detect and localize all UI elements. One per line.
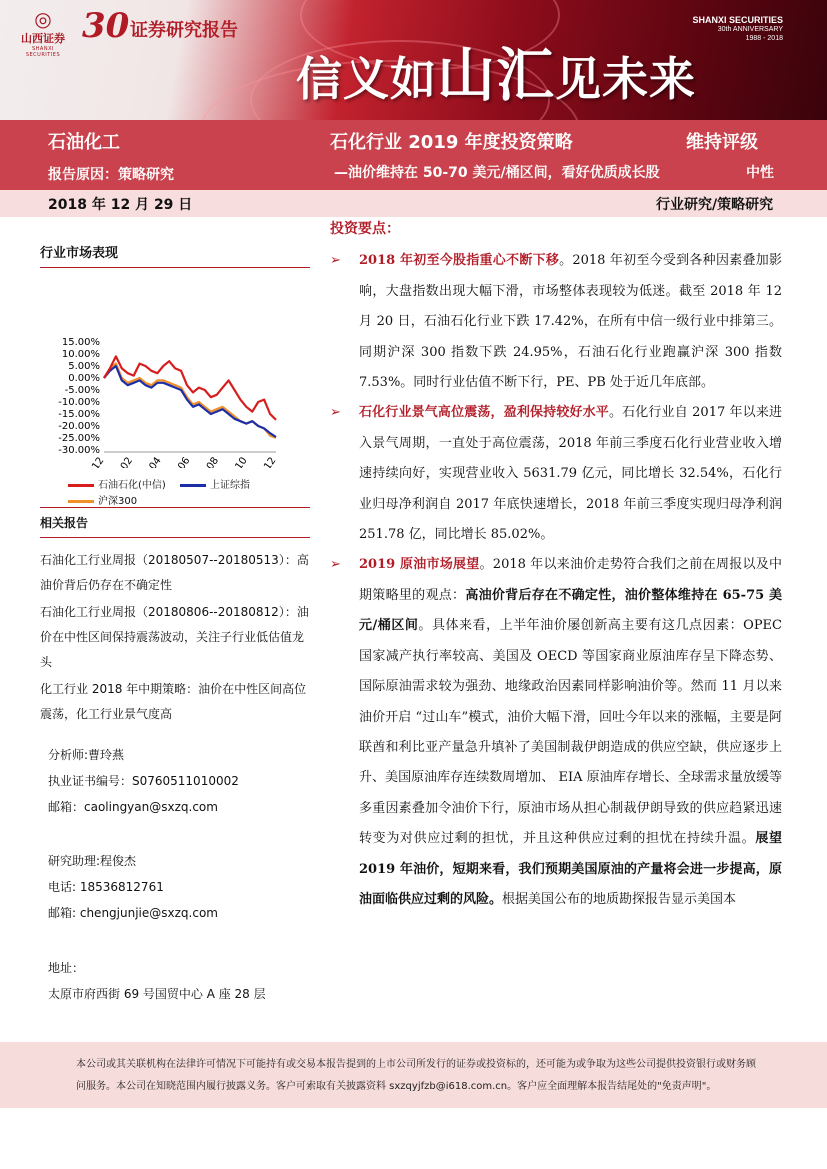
analyst-cert: 执业证书编号：S0760511010002 xyxy=(48,774,239,788)
anniversary-line: SHANXI SECURITIES xyxy=(692,15,783,25)
slogan-part: 见未来 xyxy=(555,52,697,106)
report-reason: 报告原因：策略研究 xyxy=(48,167,174,183)
legend-item xyxy=(68,492,137,507)
anniversary-30-mark: 30 xyxy=(82,6,130,46)
report-title: 石化行业 2019 年度投资策略 xyxy=(330,132,573,153)
date-bar xyxy=(0,190,827,217)
related-report-item[interactable]: 石油化工行业周报（20180806--20180812）：油价在中性区间保持震荡波动，关注子行业低估值龙头 xyxy=(40,605,309,669)
related-report-item[interactable]: 石油化工行业周报（20180507--20180513）：高油价背后仍存在不确定性 xyxy=(40,553,309,592)
analyst-info xyxy=(48,742,239,820)
analyst-email[interactable]: 邮箱：caolingyan@sxzq.com xyxy=(48,800,218,814)
related-report-item[interactable]: 化工行业 2018 年中期策略：油价在中性区间高位震荡，化工行业景气度高 xyxy=(40,682,307,721)
x-tick-label xyxy=(253,455,279,468)
y-tick-label: 10.00% xyxy=(61,349,100,360)
logo-subtext: SHANXI SECURITIES xyxy=(25,46,61,58)
line-chart xyxy=(40,268,310,468)
legend-label: 沪深300 xyxy=(98,496,138,507)
report-date: 2018 年 12 月 29 日 xyxy=(48,197,193,213)
rating-label: 维持评级 xyxy=(686,132,758,153)
assistant-name: 研究助理:程俊杰 xyxy=(48,854,137,868)
key-point-heading: 石化行业景气高位震荡，盈利保持较好水平 xyxy=(359,405,609,421)
bullet-arrow-icon: ➢ xyxy=(330,253,341,269)
series-line xyxy=(104,366,276,437)
logo-emblem-icon: ◎ xyxy=(34,7,52,31)
anniversary-line: 1988 - 2018 xyxy=(745,35,783,42)
y-tick-label: -30.00% xyxy=(58,445,100,456)
series-line xyxy=(104,356,276,419)
title-bar xyxy=(0,120,827,190)
key-point xyxy=(330,246,782,398)
y-tick-label: 0.00% xyxy=(68,373,100,384)
legend-label: 上证综指 xyxy=(210,480,250,491)
related-reports xyxy=(40,507,310,729)
address-info xyxy=(48,955,266,1007)
key-point xyxy=(330,398,782,550)
y-tick-label: -20.00% xyxy=(58,421,100,432)
x-tick-label xyxy=(138,455,164,468)
y-tick-label: -10.00% xyxy=(58,397,100,408)
assistant-phone: 电话: 18536812761 xyxy=(48,880,164,894)
disclaimer-footer xyxy=(0,1042,827,1108)
slogan xyxy=(296,28,696,112)
y-tick-label: -5.00% xyxy=(64,385,100,396)
bullet-arrow-icon: ➢ xyxy=(330,405,341,421)
y-tick-label: 5.00% xyxy=(68,361,100,372)
key-point-text: 根据美国公布的地质勘探报告显示美国本 xyxy=(502,891,737,907)
legend-swatch xyxy=(68,484,94,487)
left-sidebar xyxy=(40,222,310,507)
legend-item xyxy=(68,476,166,491)
x-tick-label xyxy=(109,455,135,468)
assistant-info xyxy=(48,848,218,926)
legend-swatch xyxy=(68,500,94,503)
key-point-text: 。具体来看，上半年油价屡创新高主要有这几点因素：OPEC 国家减产执行率较高、美国及 OECD 等国家商业原油库存呈下降态势、国际原油需求较为强劲、地缘政治因素同样影响油价等。然而 11 月以来油价开启 “过山车”模式，油价大幅下滑，回吐今年以来的涨幅，主要是阿联酋和利比亚产量急升填补了美国制裁伊朗造成的供应空缺，供应逐步上升、美国原油库存连续数周增加、 EIA 原油库存增长、全球需求量放缓等多重因素叠加令油价下行，原油市场从担心制裁伊朗导致的供应趋紧迅速转变为对供应过剩的担忧，并且这种供应过剩的担忧在持续升温。 xyxy=(359,618,782,847)
legend-label: 石油石化(中信) xyxy=(98,480,166,491)
key-point-text: 。石化行业自 2017 年以来进入景气周期，一直处于高位震荡，2018 年前三季度石化行业营业收入增速持续向好，实现营业收入 5631.79 亿元，同比增长 32.54%，石化行业归母净利润自 2017 年底快速增长，2018 年前三季度实现归母净利润 251.78 亿，同比增长 85.02%。 xyxy=(359,405,782,543)
report-subtitle: —油价维持在 50-70 美元/桶区间，看好优质成长股 xyxy=(334,165,660,181)
market-chart xyxy=(40,268,310,507)
address-value: 太原市府西街 69 号国贸中心 A 座 28 层 xyxy=(48,987,266,1001)
x-tick-label xyxy=(195,455,221,468)
address-label: 地址： xyxy=(48,961,85,975)
company-logo xyxy=(14,7,72,58)
x-tick-label xyxy=(81,455,107,468)
key-point xyxy=(330,550,782,915)
market-performance-title: 行业市场表现 xyxy=(40,222,310,268)
key-point-heading: 2018 年初至今股指重心不断下移 xyxy=(359,253,560,269)
anniversary-line: 30th ANNIVERSARY xyxy=(717,26,783,33)
key-point-text: 。2018 年初至今受到各种因素叠加影响，大盘指数出现大幅下滑，市场整体表现较为低迷。截至 2018 年 12 月 20 日，石油石化行业下跌 17.42%，在所有中信一级行业中排第三。同期沪深 300 指数下跌 24.95%，石油石化行业跑赢沪深 300 指数 7.53%。同时行业估值不断下行，PE、PB 处于近几年底部。 xyxy=(359,253,782,391)
slogan-part: 汇 xyxy=(496,41,556,109)
key-points-title: 投资要点： xyxy=(330,221,400,237)
key-point-heading: 2019 原油市场展望 xyxy=(359,557,480,573)
legend-swatch xyxy=(180,484,206,487)
industry-name: 石油化工 xyxy=(48,132,120,153)
rating-value: 中性 xyxy=(746,165,774,181)
x-tick-label xyxy=(167,455,193,468)
key-point-text: 。2018 年以来油价走势符合我们之前在周报以及中期策略里的观点： xyxy=(359,557,782,603)
disclaimer-text: 本公司或其关联机构在法律许可情况下可能持有或交易本报告提到的上市公司所发行的证券或投资标的，还可能为或争取为这些公司提供投资银行或财务顾问服务。本公司在知晓范围内履行披露义务。客户可索取有关披露资料 sxzqyjfzb@i618.com.cn。客户应全面理解本报告结尾处的"免责声明"。 xyxy=(76,1059,756,1092)
report-category: 行业研究/策略研究 xyxy=(656,197,774,213)
x-tick-label xyxy=(224,455,250,468)
analyst-name: 分析师:曹玲燕 xyxy=(48,748,125,762)
legend-item xyxy=(180,476,250,491)
bullet-arrow-icon: ➢ xyxy=(330,557,341,573)
key-point-emphasis: 高油价背后存在不确定性，油价整体维持在 65-75 美元/桶区间 xyxy=(359,587,782,634)
y-tick-label: 15.00% xyxy=(61,337,100,348)
y-tick-label: -25.00% xyxy=(58,433,100,444)
header-banner xyxy=(0,0,827,120)
logo-text: 山西证券 xyxy=(21,32,65,45)
key-point-emphasis: 展望 2019 年油价，短期来看，我们预期美国原油的产量将会进一步提高，原油面临供应过剩的风险。 xyxy=(359,831,782,907)
slogan-part: 信义如 xyxy=(296,52,437,106)
slogan-part: 山 xyxy=(437,41,497,109)
assistant-email[interactable]: 邮箱: chengjunjie@sxzq.com xyxy=(48,906,218,920)
y-tick-label: -15.00% xyxy=(58,409,100,420)
report-type-label: 证券研究报告 xyxy=(130,20,238,41)
main-content xyxy=(330,214,782,915)
related-reports-title: 相关报告 xyxy=(40,507,310,538)
